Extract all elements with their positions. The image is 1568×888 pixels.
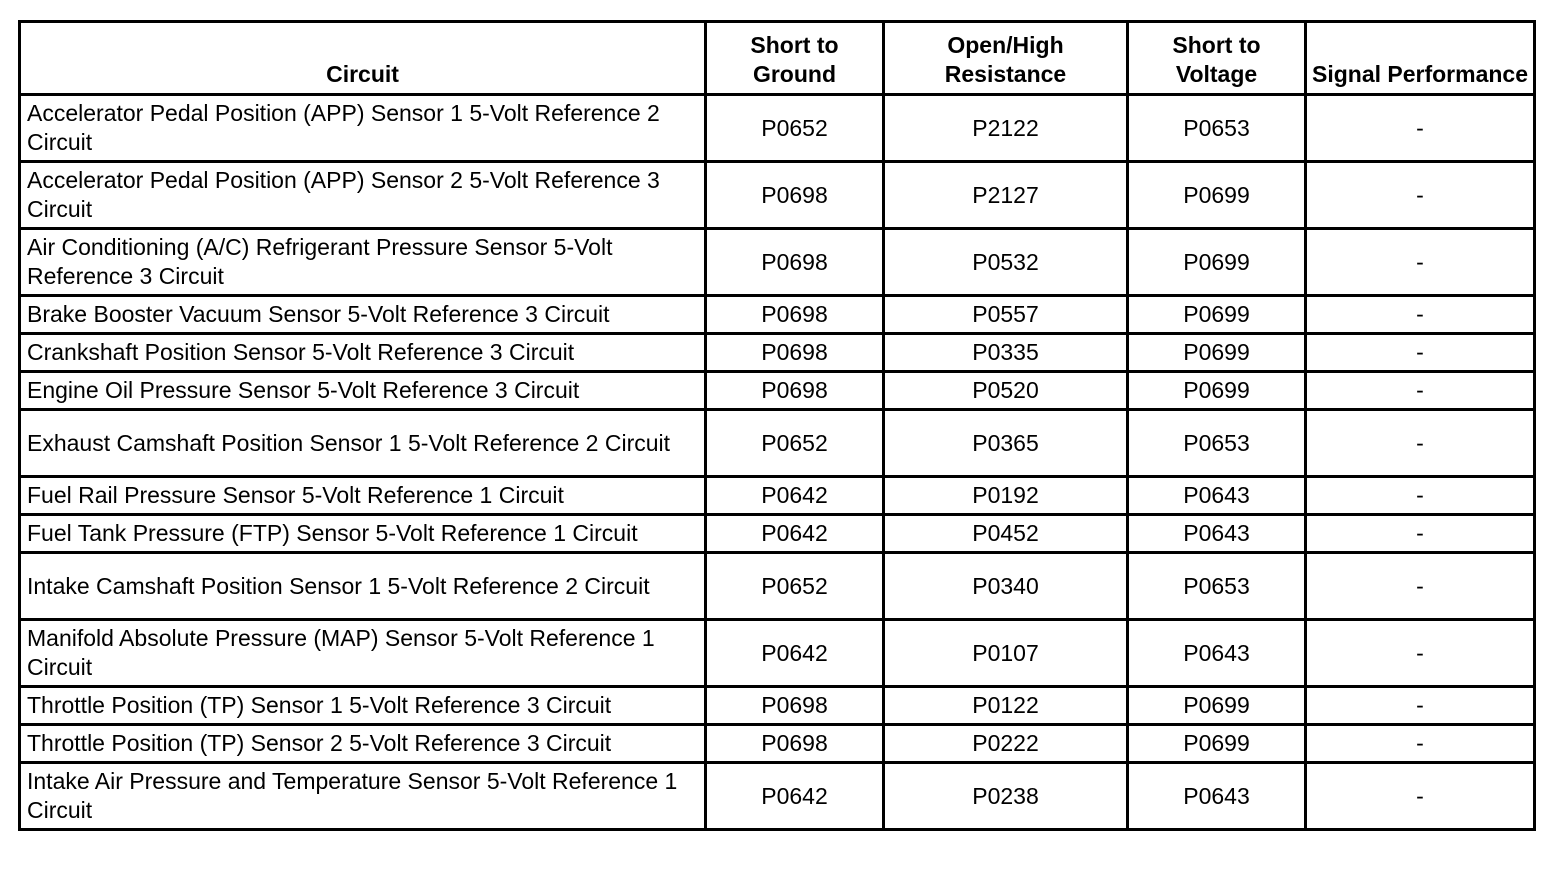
open-high-resistance-cell: P0107: [884, 620, 1128, 687]
circuit-cell: Air Conditioning (A/C) Refrigerant Pressure Sensor 5-Volt Reference 3 Circuit: [20, 229, 706, 296]
circuit-cell: Manifold Absolute Pressure (MAP) Sensor 5-Volt Reference 1 Circuit: [20, 620, 706, 687]
open-high-resistance-cell: P0238: [884, 763, 1128, 830]
table-body: [20, 95, 1535, 830]
header-row: [20, 22, 1535, 95]
open-high-resistance-cell: P0452: [884, 515, 1128, 553]
circuit-cell: Accelerator Pedal Position (APP) Sensor 2 5-Volt Reference 3 Circuit: [20, 162, 706, 229]
circuit-cell: Engine Oil Pressure Sensor 5-Volt Reference 3 Circuit: [20, 372, 706, 410]
short-to-voltage-cell: P0653: [1128, 553, 1306, 620]
short-to-voltage-cell: P0653: [1128, 95, 1306, 162]
open-high-resistance-cell: P0335: [884, 334, 1128, 372]
open-high-resistance-cell: P0532: [884, 229, 1128, 296]
table-row: [20, 334, 1535, 372]
short-to-voltage-cell: P0699: [1128, 372, 1306, 410]
table-row: [20, 515, 1535, 553]
short-to-voltage-cell: P0643: [1128, 515, 1306, 553]
circuit-cell: Exhaust Camshaft Position Sensor 1 5-Volt Reference 2 Circuit: [20, 410, 706, 477]
signal-performance-cell: -: [1306, 687, 1535, 725]
circuit-cell: Fuel Rail Pressure Sensor 5-Volt Reference 1 Circuit: [20, 477, 706, 515]
table-row: [20, 620, 1535, 687]
circuit-cell: Accelerator Pedal Position (APP) Sensor 1 5-Volt Reference 2 Circuit: [20, 95, 706, 162]
open-high-resistance-cell: P2122: [884, 95, 1128, 162]
circuit-cell: Brake Booster Vacuum Sensor 5-Volt Reference 3 Circuit: [20, 296, 706, 334]
signal-performance-cell: -: [1306, 553, 1535, 620]
short-to-ground-cell: P0698: [706, 725, 884, 763]
circuit-cell: Throttle Position (TP) Sensor 2 5-Volt Reference 3 Circuit: [20, 725, 706, 763]
short-to-voltage-cell: P0699: [1128, 725, 1306, 763]
circuit-cell: Intake Air Pressure and Temperature Sensor 5-Volt Reference 1 Circuit: [20, 763, 706, 830]
circuit-cell: Fuel Tank Pressure (FTP) Sensor 5-Volt Reference 1 Circuit: [20, 515, 706, 553]
table-row: [20, 477, 1535, 515]
short-to-ground-cell: P0642: [706, 515, 884, 553]
header-short-to-voltage: Short to Voltage: [1128, 22, 1306, 95]
table-row: [20, 229, 1535, 296]
table-row: [20, 372, 1535, 410]
signal-performance-cell: -: [1306, 296, 1535, 334]
short-to-ground-cell: P0652: [706, 553, 884, 620]
short-to-ground-cell: P0698: [706, 162, 884, 229]
open-high-resistance-cell: P0222: [884, 725, 1128, 763]
signal-performance-cell: -: [1306, 515, 1535, 553]
short-to-voltage-cell: P0699: [1128, 162, 1306, 229]
table-row: [20, 296, 1535, 334]
signal-performance-cell: -: [1306, 477, 1535, 515]
open-high-resistance-cell: P0520: [884, 372, 1128, 410]
short-to-voltage-cell: P0643: [1128, 477, 1306, 515]
short-to-ground-cell: P0642: [706, 620, 884, 687]
short-to-ground-cell: P0698: [706, 296, 884, 334]
circuit-cell: Crankshaft Position Sensor 5-Volt Reference 3 Circuit: [20, 334, 706, 372]
header-circuit: Circuit: [20, 22, 706, 95]
short-to-voltage-cell: P0699: [1128, 229, 1306, 296]
short-to-ground-cell: P0698: [706, 687, 884, 725]
header-open-high-resistance: Open/High Resistance: [884, 22, 1128, 95]
short-to-voltage-cell: P0643: [1128, 763, 1306, 830]
table-row: [20, 763, 1535, 830]
table-header: [20, 22, 1535, 95]
open-high-resistance-cell: P0365: [884, 410, 1128, 477]
header-signal-performance: Signal Performance: [1306, 22, 1535, 95]
short-to-voltage-cell: P0699: [1128, 687, 1306, 725]
dtc-table: [18, 20, 1536, 831]
table-row: [20, 687, 1535, 725]
table-row: [20, 410, 1535, 477]
signal-performance-cell: -: [1306, 162, 1535, 229]
signal-performance-cell: -: [1306, 725, 1535, 763]
short-to-ground-cell: P0652: [706, 410, 884, 477]
signal-performance-cell: -: [1306, 372, 1535, 410]
short-to-ground-cell: P0652: [706, 95, 884, 162]
short-to-voltage-cell: P0643: [1128, 620, 1306, 687]
signal-performance-cell: -: [1306, 620, 1535, 687]
short-to-voltage-cell: P0699: [1128, 296, 1306, 334]
short-to-ground-cell: P0698: [706, 229, 884, 296]
circuit-cell: Intake Camshaft Position Sensor 1 5-Volt Reference 2 Circuit: [20, 553, 706, 620]
table-row: [20, 553, 1535, 620]
table-row: [20, 162, 1535, 229]
signal-performance-cell: -: [1306, 229, 1535, 296]
short-to-voltage-cell: P0653: [1128, 410, 1306, 477]
open-high-resistance-cell: P0557: [884, 296, 1128, 334]
short-to-voltage-cell: P0699: [1128, 334, 1306, 372]
short-to-ground-cell: P0642: [706, 763, 884, 830]
signal-performance-cell: -: [1306, 95, 1535, 162]
open-high-resistance-cell: P0192: [884, 477, 1128, 515]
table-row: [20, 95, 1535, 162]
open-high-resistance-cell: P0122: [884, 687, 1128, 725]
open-high-resistance-cell: P2127: [884, 162, 1128, 229]
short-to-ground-cell: P0698: [706, 372, 884, 410]
circuit-cell: Throttle Position (TP) Sensor 1 5-Volt Reference 3 Circuit: [20, 687, 706, 725]
table-row: [20, 725, 1535, 763]
header-short-to-ground: Short to Ground: [706, 22, 884, 95]
signal-performance-cell: -: [1306, 334, 1535, 372]
signal-performance-cell: -: [1306, 410, 1535, 477]
short-to-ground-cell: P0642: [706, 477, 884, 515]
signal-performance-cell: -: [1306, 763, 1535, 830]
short-to-ground-cell: P0698: [706, 334, 884, 372]
open-high-resistance-cell: P0340: [884, 553, 1128, 620]
